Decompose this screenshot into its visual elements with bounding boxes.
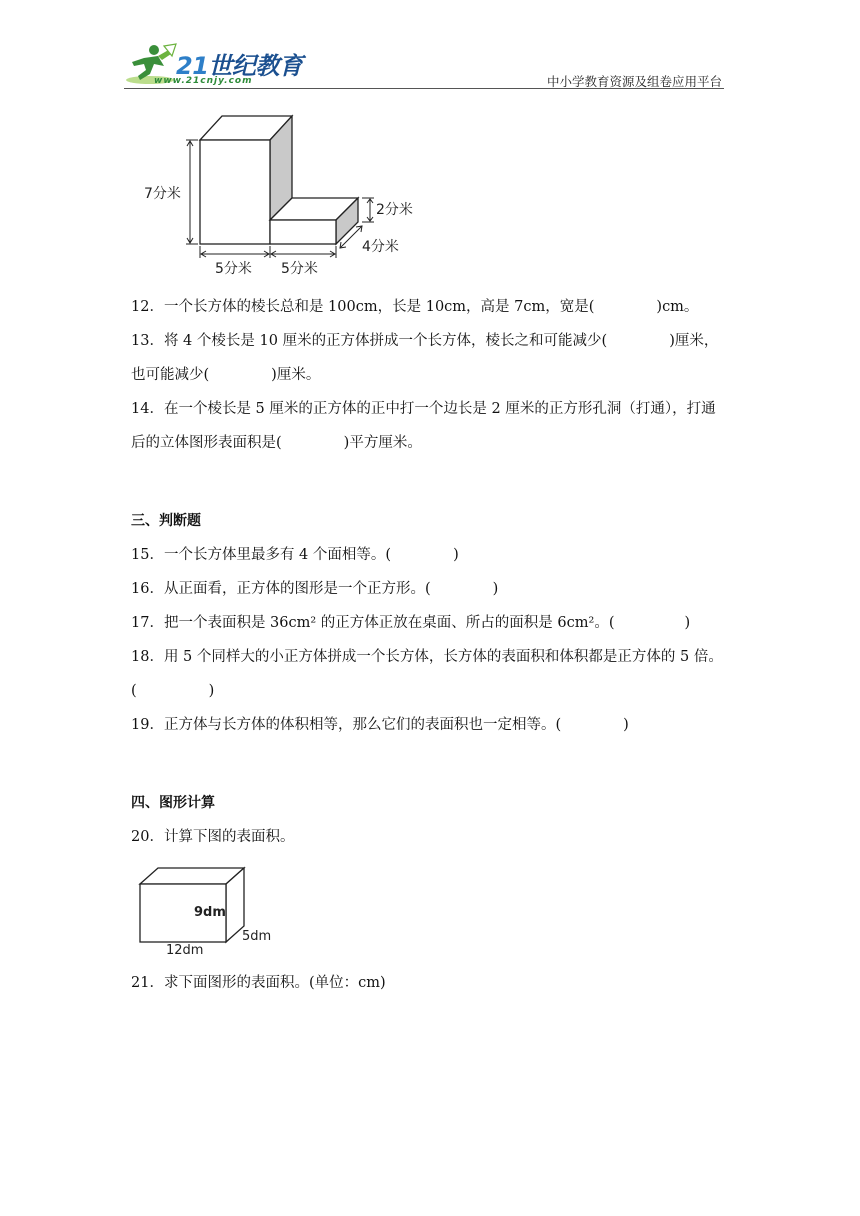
height-label-2: 2分米 — [376, 202, 413, 218]
length-label-12dm: 12dm — [166, 943, 204, 956]
page-header — [0, 0, 860, 100]
question-18-line2: ( ) — [131, 683, 215, 699]
height-label-9dm: 9dm — [194, 905, 226, 920]
depth-label-5dm: 5dm — [242, 929, 272, 944]
logo-url: www.21cnjy.com — [154, 76, 253, 86]
question-12: 12．一个长方体的棱长总和是 100cm，长是 10cm，高是 7cm，宽是( )cm。 — [131, 299, 699, 315]
question-14-line1: 14．在一个棱长是 5 厘米的正方体的正中打一个边长是 2 厘米的正方形孔洞（打通），打通 — [131, 401, 716, 417]
depth-label-4: 4分米 — [362, 239, 399, 255]
question-16: 16．从正面看，正方体的图形是一个正方形。( ) — [131, 581, 499, 597]
question-17: 17．把一个表面积是 36cm² 的正方体正放在桌面、所占的面积是 6cm²。( ) — [131, 615, 691, 631]
site-logo — [124, 42, 303, 92]
question-18-line1: 18．用 5 个同样大的小正方体拼成一个长方体，长方体的表面积和体积都是正方体的 5 倍。 — [131, 649, 723, 665]
question-15: 15．一个长方体里最多有 4 个面相等。( ) — [131, 547, 459, 563]
width-label-right: 5分米 — [281, 261, 318, 277]
cuboid-figure — [136, 864, 286, 956]
section-4-title: 四、图形计算 — [131, 795, 215, 811]
question-13-line1: 13．将 4 个棱长是 10 厘米的正方体拼成一个长方体，棱长之和可能减少( )厘米， — [131, 333, 719, 349]
question-21: 21．求下面图形的表面积。(单位：cm) — [131, 975, 386, 991]
question-20: 20．计算下图的表面积。 — [131, 829, 295, 845]
logo-wordmark: 21世纪教育 — [176, 52, 303, 80]
platform-tagline: 中小学教育资源及组卷应用平台 — [546, 74, 722, 89]
header-divider — [124, 88, 724, 89]
l-shape-solid-figure — [140, 108, 430, 278]
question-19: 19．正方体与长方体的体积相等，那么它们的表面积也一定相等。( ) — [131, 717, 629, 733]
height-label-7: 7分米 — [144, 186, 181, 202]
question-14-line2: 后的立体图形表面积是( )平方厘米。 — [131, 435, 422, 451]
width-label-left: 5分米 — [215, 261, 252, 277]
section-3-title: 三、判断题 — [131, 513, 201, 529]
question-13-line2: 也可能减少( )厘米。 — [131, 367, 321, 383]
